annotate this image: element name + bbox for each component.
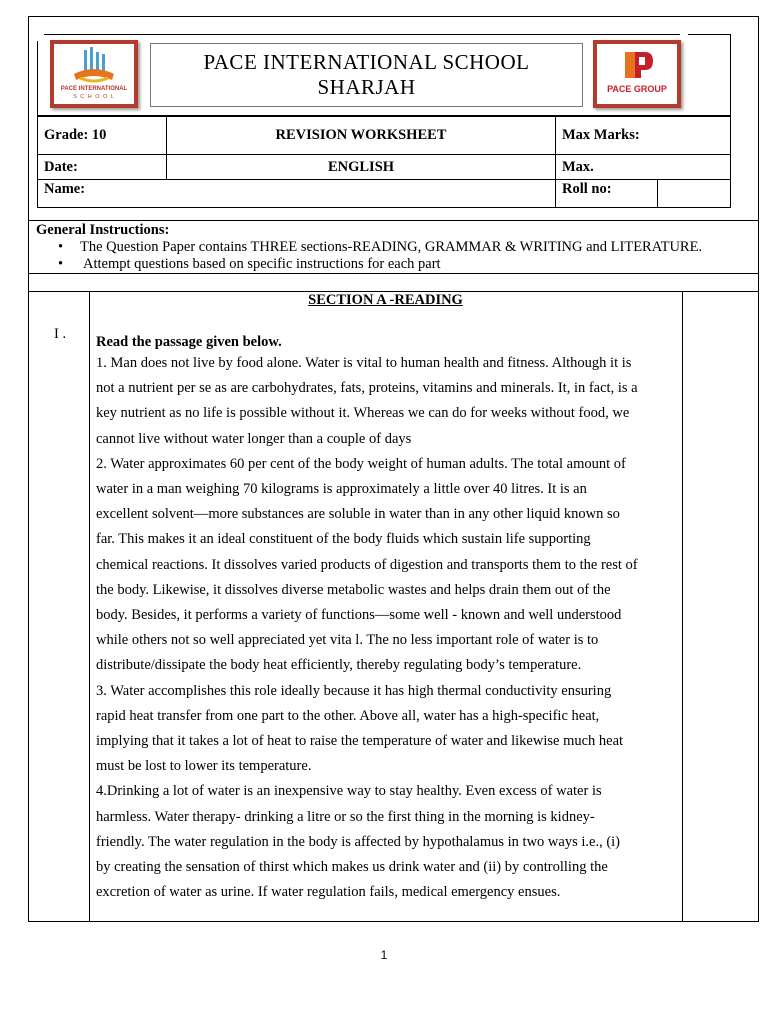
page-number: 1: [380, 948, 388, 962]
group-logo: [593, 40, 681, 108]
passage-instruction: Read the passage given below.: [96, 334, 282, 350]
passage-line: water in a man weighing 70 kilograms is approximately a little over 40 litres. It is an: [96, 481, 587, 498]
question-number: I .: [54, 326, 67, 342]
school-name-line2: SHARJAH: [317, 75, 416, 99]
column-divider: [682, 291, 683, 922]
column-divider: [89, 291, 90, 922]
passage-line: friendly. The water regulation in the body is affected by hypothalamus in two ways i.e., (i): [96, 833, 621, 850]
passage-line: not a nutrient per se as are carbohydrates, fats, proteins, vitamins and minerals. It, in fact, is a: [96, 380, 638, 397]
instructions-list: [36, 239, 702, 273]
divider: [28, 273, 759, 274]
passage-line: 3. Water accomplishes this role ideally because it has high thermal conductivity ensuring: [96, 682, 612, 699]
school-name-line1: PACE INTERNATIONAL SCHOOL: [203, 50, 530, 74]
passage-line: 1. Man does not live by food alone. Water is vital to human health and fitness. Although it is: [96, 355, 632, 371]
passage-line: 4.Drinking a lot of water is an inexpensive way to stay healthy. Even excess of water is: [96, 783, 602, 800]
worksheet-title: REVISION WORKSHEET: [167, 117, 556, 155]
header-corner-gap-right: [680, 33, 688, 36]
passage-line: by creating the sensation of thirst which makes us drink water and (ii) by controlling the: [96, 859, 608, 876]
date-cell: Date:: [38, 155, 167, 180]
passage-line: excellent solvent—more substances are soluble in water than in any other liquid known so: [96, 506, 620, 523]
passage-line: must be lost to lower its temperature.: [96, 758, 312, 775]
passage-line: harmless. Water therapy- drinking a litre or so the first thing in the morning is kidney-: [96, 808, 595, 825]
divider: [28, 220, 759, 221]
passage-line: while others not so well appreciated yet vita l. The no less important role of water is to: [96, 632, 599, 649]
group-logo-text: PACE GROUP: [607, 84, 667, 94]
reading-passage: [96, 334, 676, 905]
passage-line: excretion of water as urine. If water regulation fails, medical emergency ensues.: [96, 884, 561, 901]
school-logo-text: PACE INTERNATIONAL: [60, 86, 128, 92]
roll-value-cell: [658, 180, 731, 208]
passage-line: the body. Likewise, it dissolves diverse metabolic wastes and helps drain them out of the: [96, 581, 611, 598]
school-logo: [50, 40, 138, 108]
info-table: [37, 116, 731, 180]
passage-text: [96, 351, 676, 905]
passage-line: far. This makes it an ideal constituent of the body fluids which sustain life supporting: [96, 531, 591, 548]
subject-cell: ENGLISH: [167, 155, 556, 180]
passage-line: key nutrient as no life is possible without it. Whereas we can do for weeks without food, we: [96, 405, 630, 422]
group-logo-emblem-icon: [597, 44, 677, 104]
general-instructions: [36, 222, 702, 273]
passage-line: 2. Water approximates 60 per cent of the body weight of human adults. The total amount of: [96, 455, 626, 472]
max-cell: Max.: [556, 155, 731, 180]
name-cell: Name:: [38, 180, 556, 208]
passage-line: chemical reactions. It dissolves varied products of digestion and transports them to the rest of: [96, 556, 638, 573]
roll-cell: Roll no:: [556, 180, 658, 208]
instruction-item: • The Question Paper contains THREE sections-READING, GRAMMAR & WRITING and LITERATURE.: [80, 239, 702, 256]
passage-line: distribute/dissipate the body heat efficiently, thereby regulating body’s temperature.: [96, 657, 582, 674]
school-title: [150, 43, 583, 107]
name-table: [37, 179, 731, 208]
school-logo-subtext: S C H O O L: [73, 94, 115, 100]
instruction-item: • Attempt questions based on specific instructions for each part: [80, 256, 702, 273]
header-corner-gap: [36, 33, 44, 41]
passage-line: cannot live without water longer than a couple of days: [96, 430, 412, 447]
max-marks-cell: Max Marks:: [556, 117, 731, 155]
grade-cell: Grade: 10: [38, 117, 167, 155]
passage-line: implying that it takes a lot of heat to raise the temperature of water and likewise much heat: [96, 733, 624, 750]
passage-line: rapid heat transfer from one part to the other. Above all, water has a high-specific heat,: [96, 707, 600, 724]
section-title: SECTION A -READING: [308, 292, 463, 308]
passage-line: body. Besides, it performs a variety of functions—some well - known and well understood: [96, 607, 622, 624]
instructions-heading: General Instructions:: [36, 222, 170, 238]
